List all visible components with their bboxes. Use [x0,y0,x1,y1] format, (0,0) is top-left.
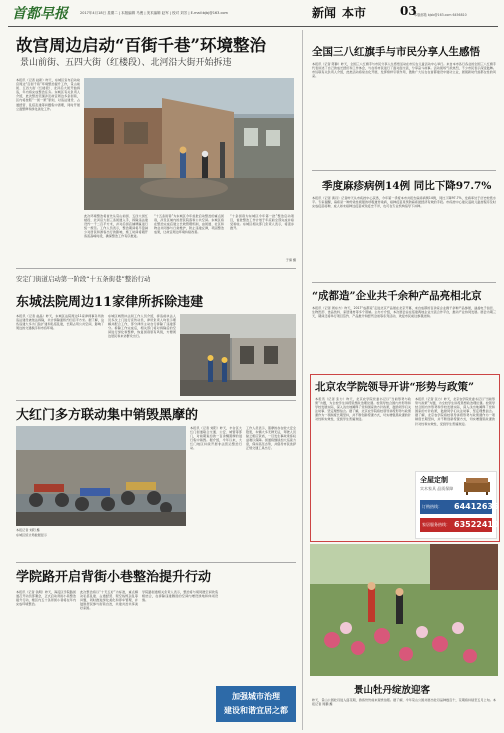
lead-byline: 于倩 摄 [285,258,296,262]
ad-phone: 64412636 [454,502,499,511]
ad-phone-row [420,500,499,514]
subsection-name: 本市 [342,6,367,20]
story3-column-1: 本报讯（记者 刘阳）昨天，丰台区大红门街道联合交通、公安、城管等部门，对前期查扣的一百余辆黑摩的进行集中销毁。据介绍，今年以来，大红门地区持续开展非法营运整治行动。 [190,426,242,451]
page-number: 03 [400,4,417,18]
lead-column-3: “十五条街巷”为东城区今年首批启动整治的重点街巷，涉及区域内的居民院落和公共空间。东城区将在整治完成后建立长效管理机制，由街道、社区和物业共同参与日常维护，防止违建反弹，巩固整治成果，让故宫周边环境持续改善。 [154,214,224,235]
bottom-banner [216,686,296,722]
motorcycles-photo [16,426,186,526]
photo-caption: 昨天，景山公园牡丹进入盛花期，游客纷纷前来观赏拍照。据了解，今年景山公园共展出牡丹品种数百个，花期将持续至五月上旬。本报记者 周鹏 摄 [312,698,496,707]
masthead-rule [8,26,498,27]
banner-line-2: 建设和谐宜居之都 [224,706,288,715]
ad-hotline-row [420,518,499,532]
page-divider [302,30,303,730]
story4-headline: 学院路开启背街小巷整治提升行动 [16,570,212,585]
story2-column-1: 本报讯（记者 赵晶）昨天，东城区法院周边11家律师事务所的违法建设被依法拆除，共计拆除面积约四百平方米。据了解，这些违建大多为门脸扩建和私搭乱建，长期占用公共空间，影响了周边的交通秩序和市容环境。 [16,314,104,331]
story3-caption: 本报记者 刘阳 摄 [16,528,40,532]
ad-title: 全屋定制 [420,475,448,484]
ad-hotline-label: 家居服务热线： [422,522,450,527]
date-line: 2017年4月18日 星期二 | 本版编辑 马俊 | 美术编辑 赵军 | 校对 刘芳 | E-mail:bjbj@163.com [80,11,228,15]
divider [312,170,496,171]
lead-column-2: 此次环境整治将首先从景山前街、五四大街红楼段、北河沿大街三条街道入手，拆除违法建设约一千二百平方米，并对沿街店铺牌匾进行统一规范。工作人员表示，整治期间将尽量减少对居民和游客出行的影响，施工时间将避开客流高峰时段，确保整治工作有序推进。 [84,214,148,239]
right-story4-headline: 北京农学院领导开讲“形势与政策” [315,381,475,393]
story4-column-3: 学院路街道相关负责人表示，整治将与胡同微空间改造相结合，在拆除违建腾退的空间内增设绿地和休闲设施。 [142,590,218,603]
right-story4-text-continued: 本报讯（记者 张力）昨天，北京农学院党委书记以“当前形势与政策”为题，为全校学生讲授思想政治理论课。校领导结合国内外形势和学校发展实际，深入浅出地阐释了党和国家的方针政策，鼓励同学们关注时事、坚定理想信念。据了解，北京农学院将校领导讲授形势与政策课作为一项制度长期坚持，并不断创新授课方式，切实增强思政课的针对性和实效性，受到学生普遍欢迎。 [415,397,495,426]
right-story2-headline: 季度麻疹病例14例 同比下降97.7% [322,180,492,192]
story3-photo [16,426,186,526]
story2-column-2: 东城区城管执法局工作人员介绍，拆违前执法人员多次上门进行宣传动员，律所负责人均表示理解并配合工作，部分律所主动自行拆除了违建部分。拆除工作完成后，相关部门将对拆除后的空间进行绿化和整修，恢复街巷原有风貌，方便周边居民和来访群众出行。 [108,314,176,339]
right-story1-text: 本报讯（记者 陈静）昨天，全国三八红旗手与市民分享人生感悟活动在市妇女儿童活动中心举行。来自本市各行各业的全国三八红旗手代表讲述了自己的成长经历和工作体会，与在场市民进行了面对面交流，分享奋斗故事。活动现场气氛热烈，不少市民表示深受鼓舞。市妇联有关负责人介绍，此类活动将常态化开展，发挥榜样引领作用，激励广大妇女在首都建设中建功立业，展现新时代首都女性的风采。 [312,62,496,79]
story4-column-1: 本报讯（记者 钱明）昨天，海淀区学院路街道召开动员部署会，正式启动背街小巷整治提升行动，辖区内五十条背街小巷将在年内完成环境整治。 [16,590,76,607]
right-story4-text: 本报讯（记者 张力）昨天，北京农学院党委书记以“当前形势与政策”为题，为全校学生讲授思想政治理论课。校领导结合国内外形势和学校发展实际，深入浅出地阐释了党和国家的方针政策，鼓励同学们关注时事、坚定理想信念。据了解，北京农学院将校领导讲授形势与政策课作为一项制度长期坚持，并不断创新授课方式，切实增强思政课的针对性和实效性，受到学生普遍欢迎。 [315,397,411,422]
story4-column-2: 此次整治将以“十无五好”为标准，重点解决私搭乱建、占道经营、架空线缆杂乱等问题，同时推进绿化美化和停车管理，并鼓励居民参与街巷自治，共建共治共享美好家园。 [80,590,138,611]
story3-caption-2: 东城区统计局数据显示 [16,533,47,537]
banner-line-1: 加强城市治理 [232,692,280,701]
ad-phone-label: 订购热线： [422,504,442,509]
right-header [312,0,504,26]
header-meta: 本版邮箱 bjsb@163.com 6456810 [414,13,467,17]
story3-headline: 大红门多方联动集中销毁黑摩的 [16,408,199,423]
divider [16,400,296,401]
photo-title: 景山牡丹绽放迎客 [354,685,431,696]
lead-column-4: “十条街巷为东城区今年第一批”整治启动项目，首批整治工作计划于年底前全部完成并接受验收。东城区相关部门负责人表示，将逐步推开。 [230,214,294,231]
right-story1-headline: 全国三八红旗手与市民分享人生感悟 [312,46,480,58]
workers-photo [180,314,296,396]
ad-block [415,471,497,539]
lead-subhead: 景山前街、五四大街（红楼段）、北河沿大街开始拆违 [20,58,232,68]
peony-photo [310,544,498,676]
story2-headline: 东城法院周边11家律所拆除违建 [16,295,204,310]
featured-box [310,374,500,542]
sub-kicker: 安定门街道启动第一阶段“十五条街巷”整治行动 [16,275,151,283]
peony-garden-photo [310,544,498,676]
lead-photo [84,78,294,210]
story2-photo [180,314,296,396]
lead-headline: 故宫周边启动“百街千巷”环境整治 [16,36,266,55]
right-story2-text: 本报讯（记者 黄丹）记者昨天从市疾控中心获悉，今年第一季度本市共报告麻疹病例14例，同比下降97.7%，发病率处于历史较低水平。专家提醒，麻疹是一种传染性极强的呼吸道传染病，接种疫苗是预防麻疹最经济有效的手段。市疾控中心建议适龄儿童按程序及时完成疫苗接种，成人如未接种过疫苗或免疫史不详，也可在专业机构指导下补种。 [312,196,496,209]
furniture-icon [462,476,492,496]
ad-sub: 实木家具 品质保障 [420,486,454,491]
right-story3-text: 本报讯（记者 周东方）昨天，2017“成都造”走进北京产品展在北京开幕，来自成都的百余家企业携千余种产品参展，涵盖电子信息、生物医药、食品饮料、家居建材等多个领域。主办方介绍，本次展会旨在搭建两地企业交流合作平台，推动产业协同发展。展会为期三天，期间还将举行项目签约、产品推介和经贸洽谈等系列活动，欢迎市民前往参观选购。 [312,306,496,319]
divider [16,562,296,563]
divider [312,282,496,283]
right-story3-headline: “成都造”企业共千余种产品亮相北京 [312,290,482,302]
section-name: 新闻 [312,6,337,20]
section-label [312,4,366,21]
story3-column-2: 工作人员表示，黑摩的存在较大安全隐患，车辆大多无牌无证，驾驶人员缺乏相应资质，一旦发生事故乘客权益难以保障。街道将继续加大巡查力度，保持高压态势，并倡导市民选择正规交通工具出行。 [246,426,296,451]
lead-column-1: 本报讯（记者 赵新）昨天，东城区宣布启动故宫周边“百街千巷”环境整治提升工作，景山前街、五四大街（红楼段）、北河沿大街开始拆违，年内将完成整治任务。东城区有关负责人介绍，此次整治范围涉及故宫周边多条街巷，区内将按照“一街一策”原则，对违法建设、占道经营、乱搭乱建等问题集中清理，同时开展立面整修和绿化美化工作。 [16,78,80,111]
divider [16,268,296,269]
demolition-photo [84,78,294,210]
ad-hotline: 63522410 [454,520,499,529]
newspaper-logo: 首都早报 [12,6,68,22]
